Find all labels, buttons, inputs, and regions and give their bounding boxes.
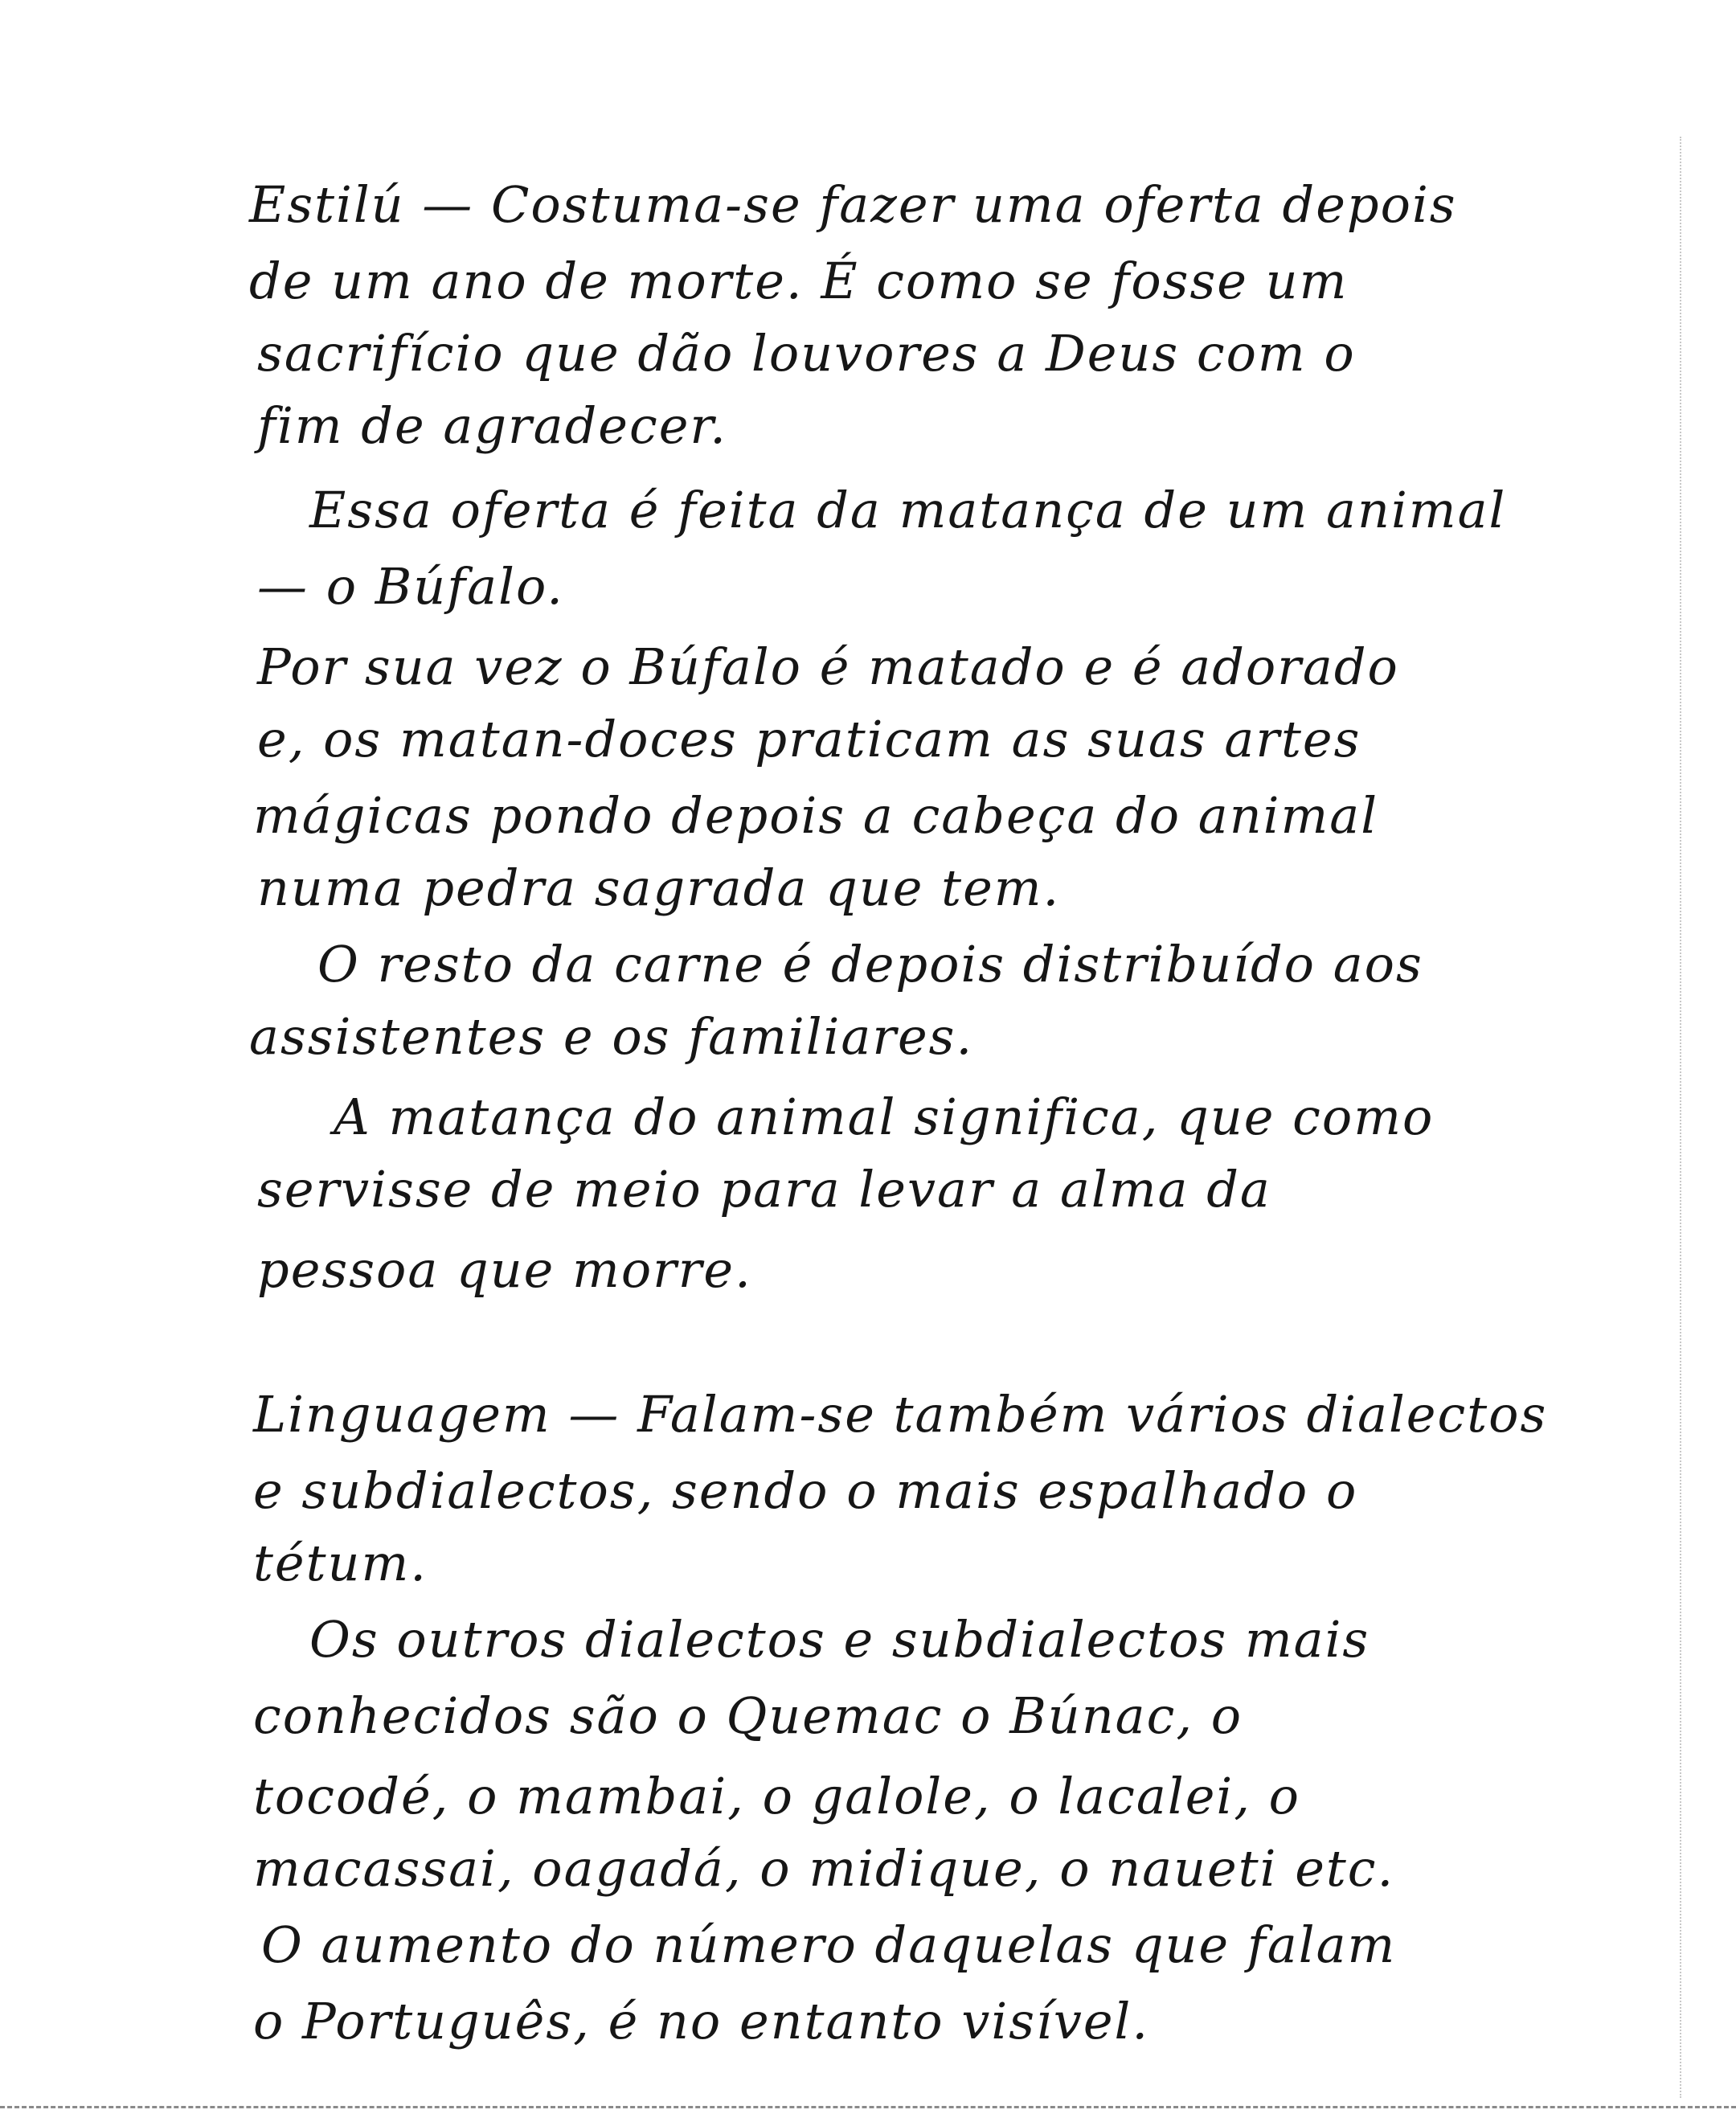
text-line: O resto da carne é depois distribuído aos (317, 935, 1423, 993)
text-line: tétum. (253, 1534, 428, 1592)
text-line: sacrifício que dão louvores a Deus com o (257, 324, 1356, 383)
text-line: assistentes e os familiares. (249, 1007, 974, 1066)
text-line: Essa oferta é feita da matança de um animal (309, 481, 1507, 539)
text-line: — o Búfalo. (257, 557, 564, 616)
text-line: A matança do animal significa, que como (334, 1088, 1435, 1146)
scan-edge-bottom (0, 2106, 1736, 2108)
text-line: pessoa que morre. (257, 1240, 752, 1299)
text-line: Por sua vez o Búfalo é matado e é adorado (257, 637, 1399, 696)
text-line: O aumento do número daquelas que falam (261, 1915, 1397, 1974)
text-line: servisse de meio para levar a alma da (257, 1160, 1271, 1219)
text-line: e, os matan-doces praticam as suas artes (257, 710, 1361, 768)
text-line: e subdialectos, sendo o mais espalhado o (253, 1461, 1358, 1520)
text-line: o Português, é no entanto visível. (253, 1992, 1150, 2050)
text-line: macassai, oagadá, o midique, o naueti etc. (253, 1839, 1395, 1898)
scan-edge-right (1680, 137, 1681, 2098)
text-line: Os outros dialectos e subdialectos mais (309, 1610, 1370, 1669)
text-line: fim de agradecer. (257, 396, 727, 455)
text-line: conhecidos são o Quemac o Búnac, o (253, 1686, 1243, 1745)
text-line: Linguagem — Falam-se também vários dialectos (253, 1385, 1548, 1444)
text-line: de um ano de morte. É como se fosse um (249, 252, 1349, 310)
text-line: numa pedra sagrada que tem. (257, 858, 1061, 917)
text-line: tocodé, o mambai, o galole, o lacalei, o (253, 1767, 1300, 1825)
text-line: mágicas pondo depois a cabeça do animal (253, 786, 1379, 845)
text-line: Estilú — Costuma-se fazer uma oferta depois (249, 175, 1457, 234)
